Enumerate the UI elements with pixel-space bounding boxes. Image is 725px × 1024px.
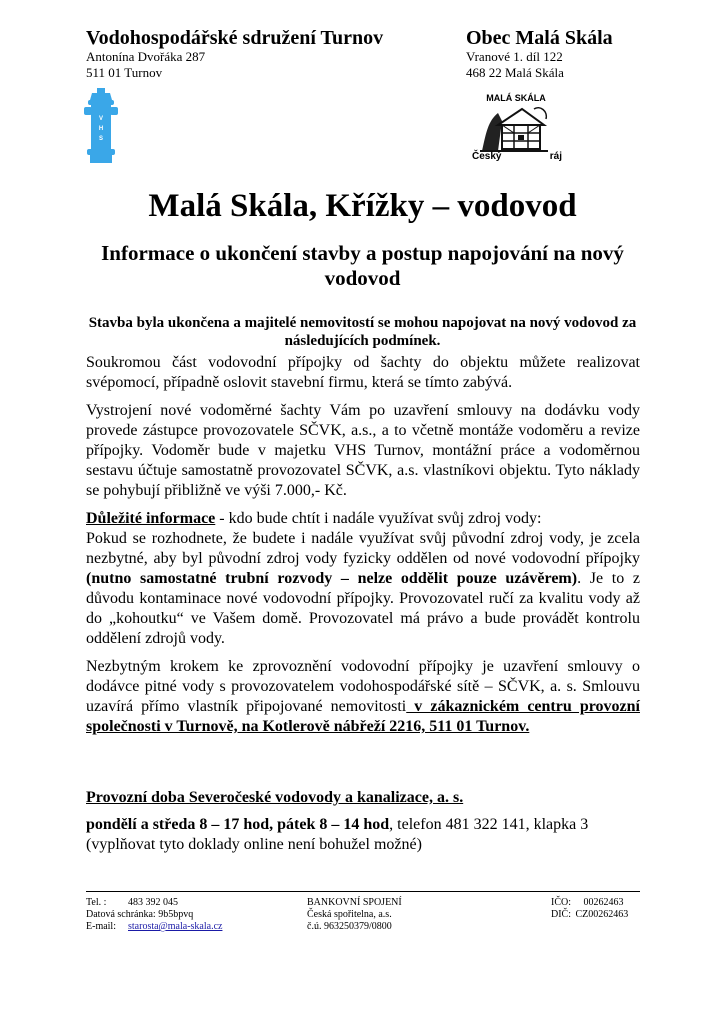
opening-hours: [86, 815, 646, 855]
document-title: Malá Skála, Křížky – vodovod: [148, 188, 577, 224]
footer-databox-label: Datová schránka:: [86, 909, 156, 920]
municipality-street: Vranové 1. díl 122: [466, 49, 563, 64]
opening-hours-note: (vyplňovat tyto doklady online není bohužel možné): [86, 836, 422, 853]
footer-dic-row: [551, 909, 628, 921]
municipality-city: 468 22 Malá Skála: [466, 65, 564, 80]
footer-tel: 483 392 045: [128, 897, 178, 908]
logo-cesky: Český: [472, 151, 502, 162]
p3-text-b: . Je to z důvodu kontaminace nové vodovodní přípojky. Provozovatel ručí za kvalitu vody až do „kohoutku“ ve Vašem domě. Provozovatel má právo a bude provádět kontrolu oddělení zdrojů vody.: [86, 570, 641, 647]
footer-ico: 00262463: [583, 897, 624, 908]
sender-name: Vodohospodářské sdružení Turnov: [86, 27, 384, 49]
paragraph-1: Soukromou část vodovodní přípojky od šachty do objektu můžete realizovat svépomocí, případně oslovit stavební firmu, která se tímto zabývá.: [86, 354, 640, 391]
paragraph-3-body: [86, 529, 640, 649]
footer-divider: [86, 891, 640, 892]
footer-databox-row: [86, 909, 222, 921]
sender-street: Antonína Dvořáka 287: [86, 49, 206, 64]
sender-address-block: [86, 27, 446, 81]
footer-tel-row: [86, 897, 222, 909]
important-info-intro: - kdo bude chtít i nadále využívat svůj zdroj vody:: [215, 510, 542, 527]
p3-text-a: Pokud se rozhodnete, že budete i nadále využívat svůj původní zdroj vody, je zcela nezbytné, aby byl původní zdroj vody fyzicky oddělen od nové vodovodní přípojky: [86, 530, 640, 567]
p3-bold-note: (nutno samostatné trubní rozvody – nelze oddělit pouze uzávěrem): [86, 570, 578, 587]
timbered-house-icon: [478, 103, 550, 153]
paragraph-4: [86, 657, 640, 737]
svg-text:H: H: [98, 126, 104, 132]
footer-tel-label: Tel. :: [86, 897, 107, 908]
footer-email-link[interactable]: starosta@mala-skala.cz: [128, 921, 223, 932]
footer-databox: 9b5bpvq: [158, 909, 194, 920]
lead-paragraph: Stavba byla ukončena a majitelé nemovitostí se mohou napojovat na nový vodovod za následujících podmínek.: [88, 315, 637, 349]
body-text: [86, 353, 640, 745]
mala-skala-logo: [470, 93, 562, 163]
municipality-address-block: [466, 27, 686, 81]
footer-ico-row: [551, 897, 628, 909]
p4-customer-centre: v zákaznickém centru provozní společnosti v Turnově, na Kotlerově nábřeží 2216, 511 01 Turnov.: [86, 698, 640, 735]
p4-text: Nezbytným krokem ke zprovoznění vodovodní přípojky je uzavření smlouvy o dodávce pitné vody s provozovatelem vodohospodářské sítě – SČVK, a. s. Smlouvu uzavírá přímo vlastník připojované nemovitosti: [86, 658, 640, 715]
footer-email-label: E-mail:: [86, 921, 116, 932]
footer-ids: [551, 897, 628, 921]
paragraph-3: [86, 509, 640, 529]
footer-bank-name: Česká spořitelna, a.s.: [307, 909, 392, 920]
opening-hours-phone: , telefon 481 322 141, klapka 3: [389, 816, 589, 833]
logo-raj: ráj: [549, 151, 562, 162]
footer-bank: [307, 897, 402, 933]
footer-contacts: [86, 897, 222, 933]
opening-hours-title: Provozní doba Severočeské vodovody a kanalizace, a. s.: [86, 789, 464, 806]
sender-city: 511 01 Turnov: [86, 65, 163, 80]
footer-dic: CZ00262463: [575, 909, 629, 920]
municipality-name: Obec Malá Skála: [466, 27, 613, 49]
important-info-label: Důležité informace: [86, 510, 216, 527]
footer-bank-title: BANKOVNÍ SPOJENÍ: [307, 897, 402, 908]
footer-email-row: [86, 921, 222, 933]
opening-hours-line: [86, 815, 646, 835]
svg-text:S: S: [98, 136, 104, 142]
document-subtitle: Informace o ukončení stavby a postup napojování na nový vodovod: [101, 241, 624, 290]
hydrant-logo-icon: [84, 88, 118, 164]
footer-bank-account: č.ú. 963250379/0800: [307, 921, 392, 932]
logo-bottom-text: [472, 151, 562, 162]
footer-dic-label: DIČ:: [551, 909, 571, 920]
footer-ico-label: IČO:: [551, 897, 571, 908]
opening-hours-days: pondělí a středa 8 – 17 hod, pátek 8 – 14 hod: [86, 816, 390, 833]
paragraph-2: Vystrojení nové vodoměrné šachty Vám po uzavření smlouvy na dodávku vody provede zástupce provozovatele SČVK, a.s., a to včetně montáže vodoměru a revize přípojky. Vodoměr bude v majetku VHS Turnov, montážní práce a vodoměrnou sestavu účtuje samostatně provozovatel SČVK, a.s. vlastníkovi objektu. Tyto náklady se pohybují přibližně ve výši 7.000,- Kč.: [86, 402, 640, 499]
svg-text:V: V: [98, 116, 104, 122]
logo-top-text: MALÁ SKÁLA: [486, 93, 546, 103]
